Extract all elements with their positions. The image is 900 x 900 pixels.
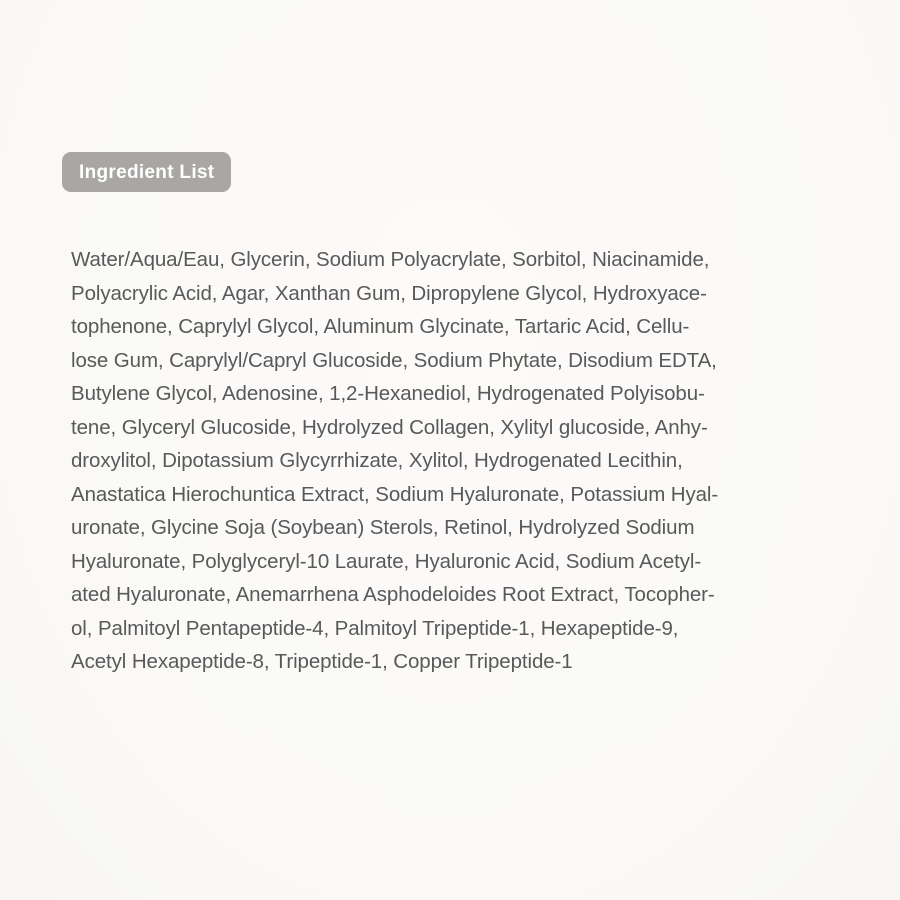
- ingredient-line-10: Hyaluronate, Polyglyceryl-10 Laurate, Hyaluronic Acid, Sodium Acetyl-: [71, 549, 702, 573]
- ingredient-line-2: Polyacrylic Acid, Agar, Xanthan Gum, Dipropylene Glycol, Hydroxyace-: [71, 281, 707, 305]
- ingredient-text-block: [71, 243, 831, 679]
- ingredient-line-3: tophenone, Caprylyl Glycol, Aluminum Glycinate, Tartaric Acid, Cellu-: [71, 315, 690, 338]
- ingredient-line-1: Water/Aqua/Eau, Glycerin, Sodium Polyacrylate, Sorbitol, Niacinamide,: [71, 248, 710, 271]
- ingredient-line-5: Butylene Glycol, Adenosine, 1,2-Hexanediol, Hydrogenated Polyisobu-: [71, 382, 705, 405]
- ingredient-line-4: lose Gum, Caprylyl/Capryl Glucoside, Sodium Phytate, Disodium EDTA,: [71, 348, 717, 372]
- ingredient-list-badge: Ingredient List: [62, 152, 231, 192]
- ingredient-line-6: tene, Glyceryl Glucoside, Hydrolyzed Collagen, Xylityl glucoside, Anhy-: [71, 415, 708, 439]
- ingredient-line-11: ated Hyaluronate, Anemarrhena Asphodeloides Root Extract, Tocopher-: [71, 583, 715, 606]
- ingredient-line-9: uronate, Glycine Soja (Soybean) Sterols, Retinol, Hydrolyzed Sodium: [71, 516, 695, 539]
- ingredient-line-7: droxylitol, Dipotassium Glycyrrhizate, Xylitol, Hydrogenated Lecithin,: [71, 449, 683, 472]
- ingredient-line-12: ol, Palmitoyl Pentapeptide-4, Palmitoyl Tripeptide-1, Hexapeptide-9,: [71, 616, 679, 640]
- ingredient-line-8: Anastatica Hierochuntica Extract, Sodium Hyaluronate, Potassium Hyal-: [71, 482, 719, 506]
- ingredient-line-13: Acetyl Hexapeptide-8, Tripeptide-1, Copper Tripeptide-1: [71, 650, 573, 673]
